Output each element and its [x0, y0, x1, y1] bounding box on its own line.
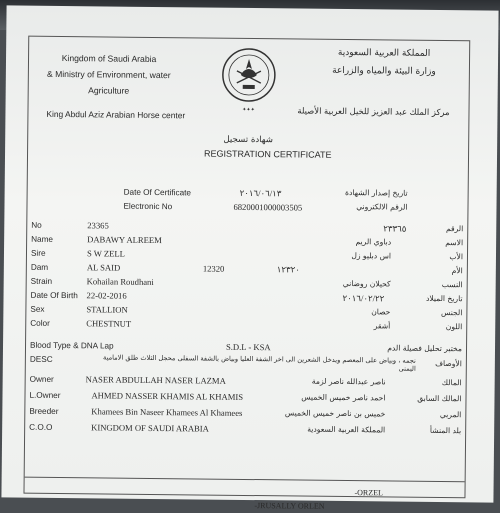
- field-ar-value-no: ٢٣٣٦٥: [383, 223, 407, 234]
- breeder-ar-value: خميس بن ناصر خميس الخميس: [284, 408, 386, 419]
- field-label-name: Name: [31, 234, 54, 244]
- field-ar-value-dam: ١٢٣٢٠: [276, 264, 300, 275]
- field-label-dob: Date Of Birth: [30, 290, 78, 301]
- header-en-line1: Kingdom of Saudi Arabia: [61, 53, 157, 65]
- coo-label-ar: بلد المنشأ: [429, 425, 462, 436]
- certificate-frame: [23, 36, 470, 511]
- field-value-color: CHESTNUT: [86, 318, 132, 329]
- field-label-ar-no: الرقم: [445, 224, 464, 234]
- blood-type-label: Blood Type & DNA Lap: [29, 340, 114, 351]
- field-value-name: DABAWY ALREEM: [87, 234, 162, 246]
- breeder-value: Khamees Bin Naseer Khamees Al Khamees: [91, 406, 243, 418]
- header-en-center: King Abdul Aziz Arabian Horse center: [46, 108, 186, 121]
- header-ar-center: مركز الملك عبد العزيز للخيل العربية الأصيلة: [297, 105, 450, 118]
- divider-line: [25, 477, 465, 483]
- electronic-no-label-ar: الرقم الالكتروني: [356, 202, 408, 212]
- field-ar-value-dob: ٢٠١٦/٠٢/٢٢: [342, 292, 385, 304]
- field-label-sire: Sire: [30, 248, 46, 258]
- desc-label-ar: الأوصاف: [435, 358, 462, 369]
- footer-signature-right: -ORZEL: [354, 488, 383, 498]
- owner-label: Owner: [29, 374, 54, 384]
- field-value-sex: STALLION: [86, 304, 128, 315]
- field-label-ar-sire: الأب: [449, 252, 464, 262]
- field-ar-value-color: أشقر: [373, 321, 391, 331]
- field-value-dam: AL SAID: [86, 262, 121, 273]
- field-value-strain: Kohailan Roudhani: [86, 276, 154, 287]
- field-value-no: 23365: [87, 220, 109, 231]
- field-ar-value-sire: اس دبليو زل: [351, 251, 392, 261]
- field-ar-value-name: دباوي الريم: [355, 237, 392, 247]
- electronic-no-value: 6820001000003505: [233, 201, 303, 213]
- field-ar-value-sex: حصان: [371, 307, 391, 317]
- last-owner-label: L.Owner: [29, 390, 61, 401]
- footer-signature-left: -JRUSALLY ORLEN: [254, 501, 325, 511]
- desc-value: نجمه ، وبياض على المعصم ويدخل الشعرين الى اخر الشفة العليا وبياض بالشفة السفلى محجل الثلاث طلق الامامية اليمنى: [103, 353, 416, 373]
- last-owner-value: AHMED NASSER KHAMIS AL KHAMIS: [91, 390, 244, 402]
- field-value-sire: S W ZELL: [86, 248, 125, 259]
- header-ar-line1: المملكة العربية السعودية: [337, 47, 431, 59]
- field-label-no: No: [31, 220, 42, 230]
- date-value: ٢٠١٦/٠٦/١٣: [239, 187, 282, 199]
- header-en-line3: Agriculture: [88, 85, 130, 96]
- electronic-no-label: Electronic No: [123, 201, 173, 212]
- field-label-dam: Dam: [30, 262, 49, 272]
- header-ar-line2: وزارة البيئة والمياه والزراعة: [332, 65, 436, 77]
- field-value-dam-extra: 12320: [202, 263, 225, 274]
- title-en: REGISTRATION CERTIFICATE: [203, 148, 332, 160]
- blood-type-label-ar: مختبر تحليل فصيلة الدم: [387, 343, 463, 354]
- field-label-ar-sex: الجنس: [441, 308, 463, 318]
- field-label-ar-color: اللون: [445, 322, 463, 332]
- date-label: Date Of Certificate: [123, 187, 192, 198]
- last-owner-label-ar: المالك السابق: [417, 393, 462, 404]
- svg-text:✦✦✦: ✦✦✦: [242, 106, 255, 114]
- breeder-label: Breeder: [29, 406, 59, 417]
- field-value-dob: 22-02-2016: [86, 290, 127, 301]
- header-en-line2: & Ministry of Environment, water: [46, 68, 171, 81]
- last-owner-ar-value: احمد ناصر خميس الخميس: [301, 392, 386, 403]
- owner-ar-value: ناصر عبدالله ناصر لزمة: [311, 376, 386, 387]
- date-label-ar: تاريخ إصدار الشهادة: [344, 187, 408, 198]
- owner-value: NASER ABDULLAH NASER LAZMA: [85, 374, 226, 386]
- coo-label: C.O.O: [29, 422, 53, 432]
- coo-value: KINGDOM OF SAUDI ARABIA: [91, 422, 209, 434]
- blood-type-value: S.D.L - KSA: [225, 341, 271, 353]
- desc-label: DESC: [29, 354, 53, 364]
- field-label-ar-strain: النسب: [441, 280, 463, 290]
- coo-ar-value: المملكة العربية السعودية: [307, 424, 386, 435]
- breeder-label-ar: المربي: [439, 409, 462, 420]
- field-label-ar-dob: تاريخ الميلاد: [425, 293, 463, 304]
- field-label-sex: Sex: [30, 304, 45, 314]
- field-label-ar-dam: الأم: [451, 266, 463, 276]
- title-ar: شهادة تسجيل: [223, 134, 274, 146]
- field-label-ar-name: الاسم: [445, 238, 464, 248]
- field-label-color: Color: [30, 318, 50, 328]
- owner-label-ar: المالك: [441, 378, 462, 388]
- saudi-emblem-logo: [218, 45, 279, 116]
- certificate-sheet: [1, 5, 498, 511]
- field-ar-value-strain: كحيلان روضاني: [342, 278, 391, 289]
- field-label-strain: Strain: [30, 276, 53, 286]
